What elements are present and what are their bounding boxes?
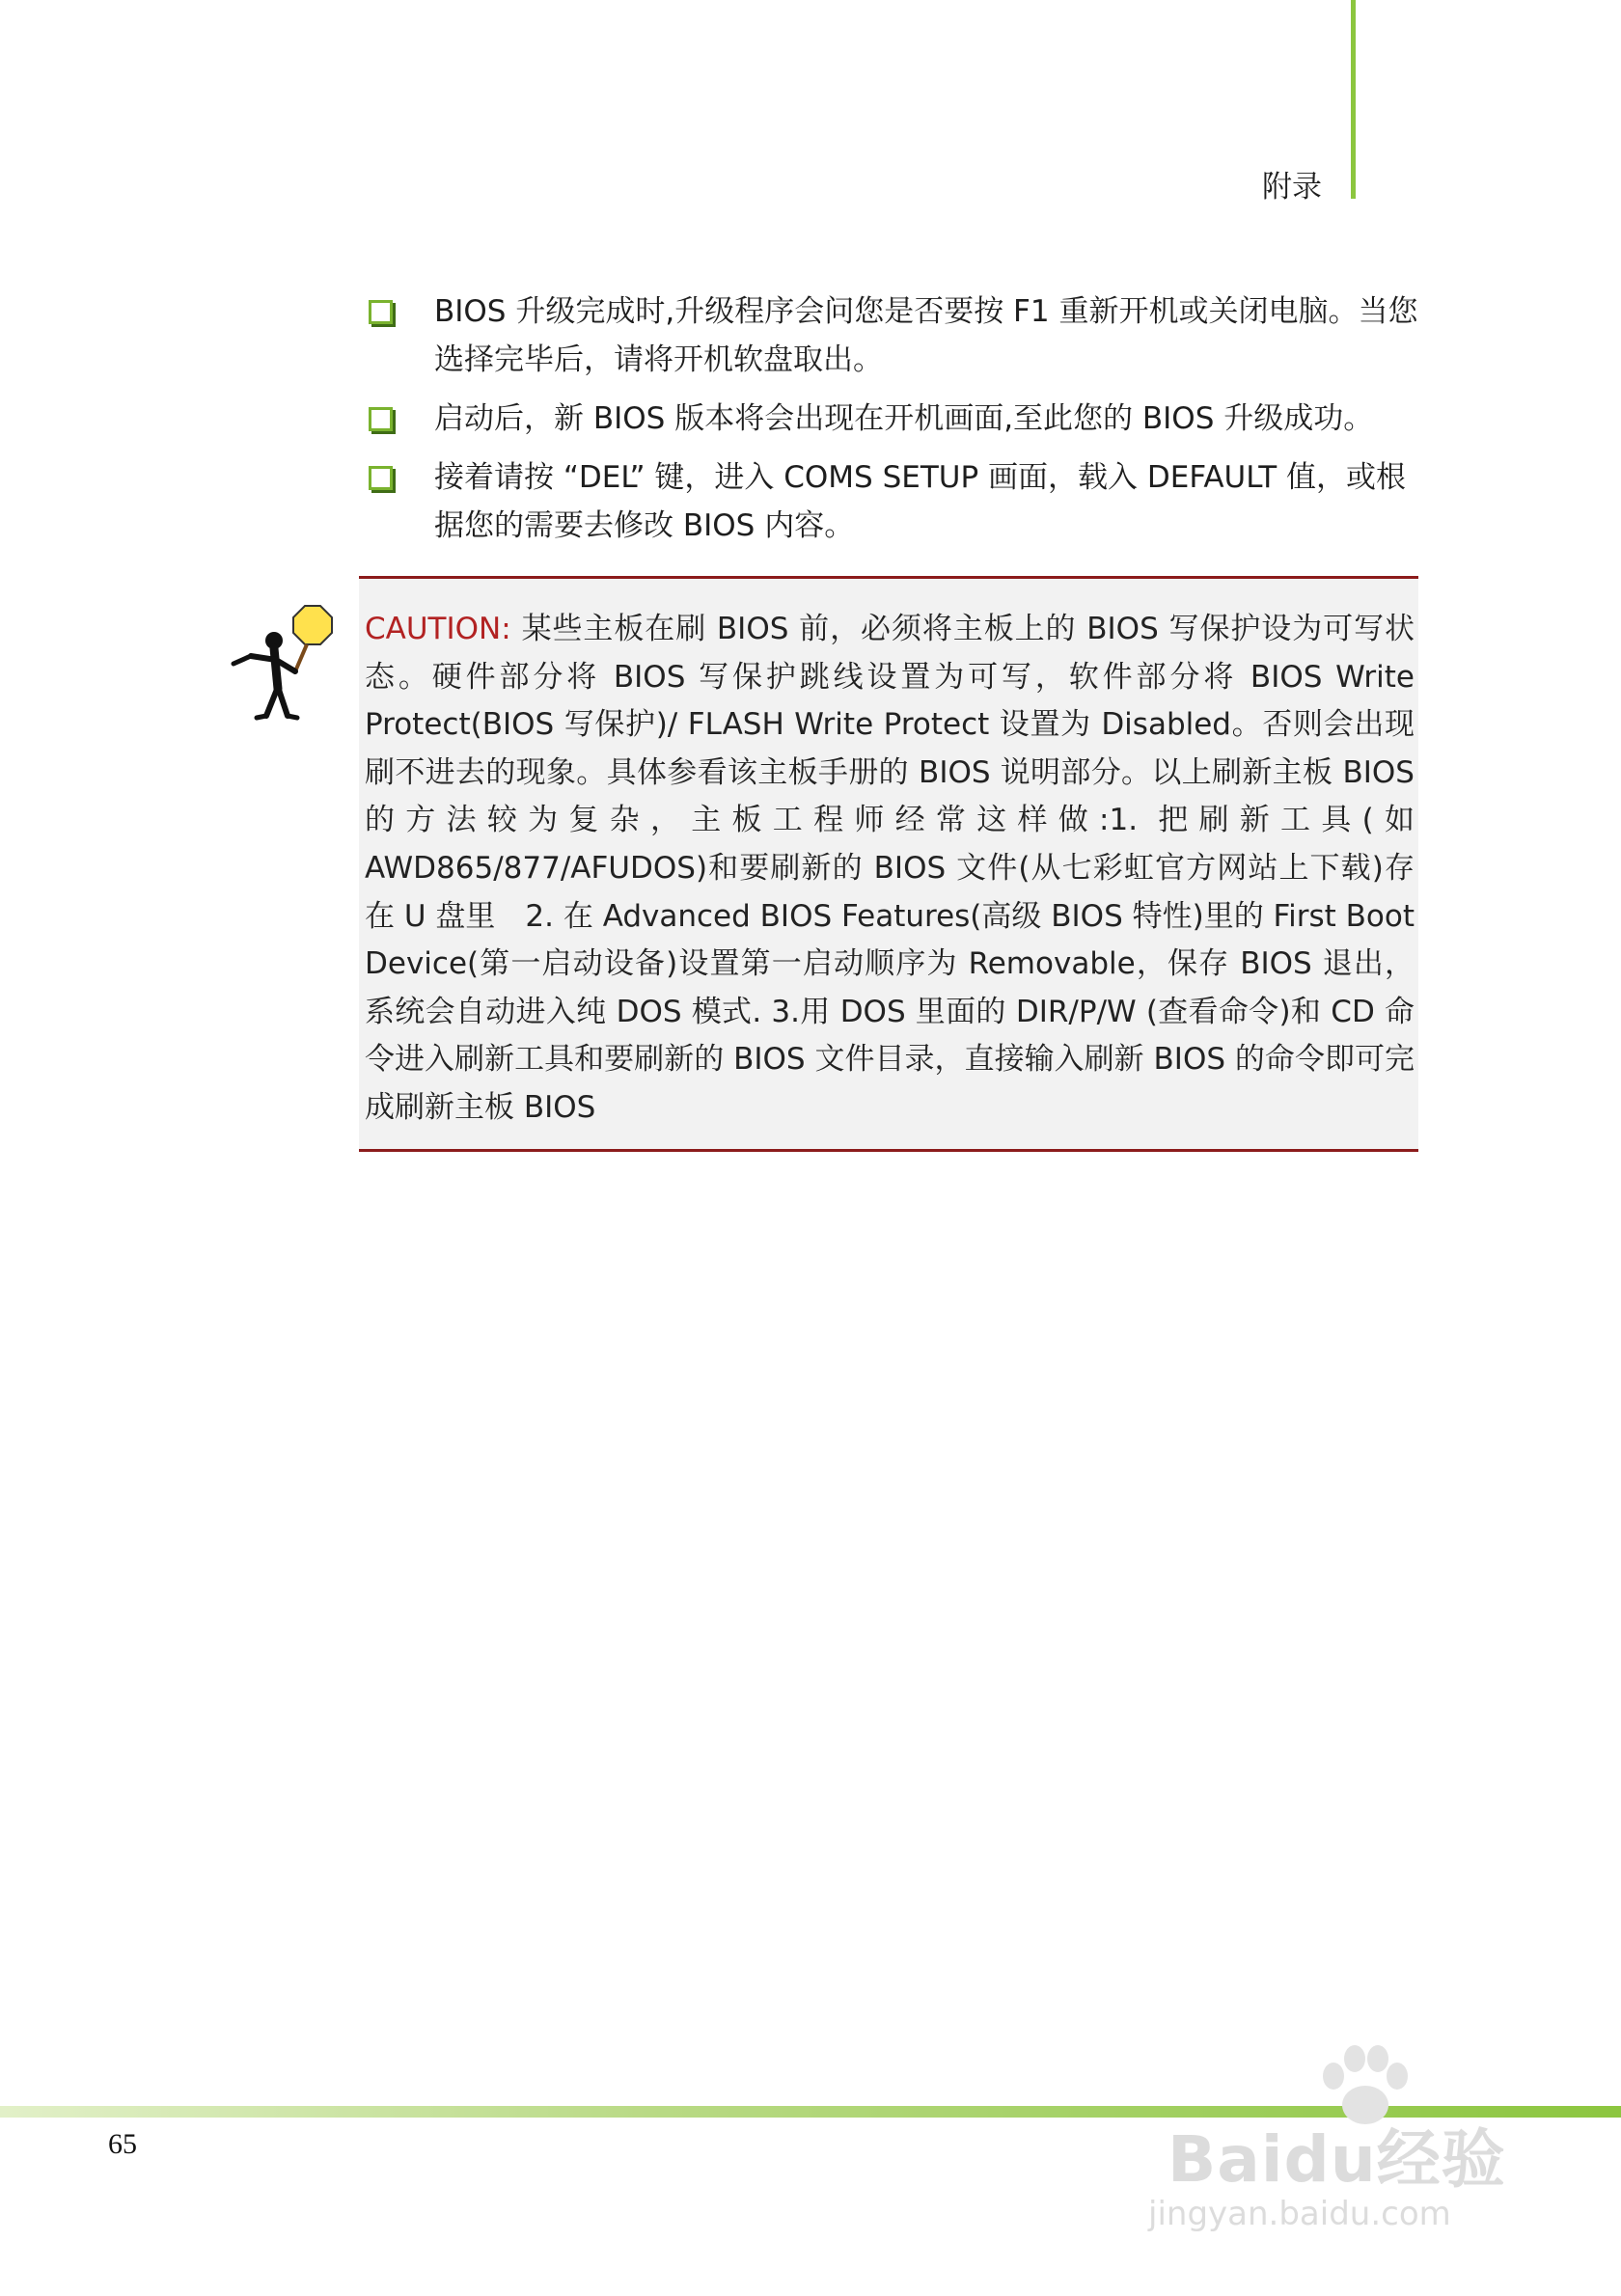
bullet-text: 启动后，新 BIOS 版本将会出现在开机画面,至此您的 BIOS 升级成功。 [434, 401, 1374, 436]
checkbox-bullet-icon [369, 300, 393, 324]
caution-paragraph [365, 606, 1415, 1133]
caution-label: CAUTION: [365, 612, 511, 646]
section-title: 附录 [1262, 170, 1322, 205]
watermark-logo-text: Baidu经验 [1168, 2122, 1506, 2197]
bullet-text: BIOS 升级完成时,升级程序会问您是否要按 F1 重新开机或关闭电脑。当您选择完毕后，请将开机软盘取出。 [434, 294, 1418, 377]
baidu-watermark [1139, 2026, 1582, 2248]
stop-sign-mascot-icon [228, 602, 363, 727]
header-vertical-rule [1351, 0, 1356, 199]
caution-box [359, 576, 1418, 1152]
checkbox-bullet-icon [369, 407, 393, 431]
list-item [363, 287, 1426, 384]
bullet-text: 接着请按 “DEL” 键，进入 COMS SETUP 画面，载入 DEFAULT 值，或根据您的需要去修改 BIOS 内容。 [434, 460, 1407, 543]
page-number: 65 [108, 2128, 137, 2160]
list-item [363, 453, 1426, 550]
checkbox-bullet-icon [369, 466, 393, 490]
list-item [363, 395, 1426, 443]
watermark-url: jingyan.baidu.com [1148, 2195, 1451, 2233]
caution-body: 某些主板在刷 BIOS 前，必须将主板上的 BIOS 写保护设为可写状态。硬件部分将 BIOS 写保护跳线设置为可写，软件部分将 BIOS Write Protect(BIOS 写保护)/ FLASH Write Protect 设置为 Disabled。否则会出现刷不进去的现象。具体参看该主板手册的 BIOS 说明部分。以上刷新主板 BIOS 的方法较为复杂，主板工程师经常这样做:1. 把刷新工具(如 AWD865/877/AFUDOS)和要刷新的 BIOS 文件(从七彩虹官方网站上下载)存在 U 盘里 2. 在 Advanced BIOS Features(高级 BIOS 特性)里的 First Boot Device(第一启动设备)设置第一启动顺序为 Removable，保存 BIOS 退出，系统会自动进入纯 DOS 模式. 3.用 DOS 里面的 DIR/P/W (查看命令)和 CD 命令进入刷新工具和要刷新的 BIOS 文件目录，直接输入刷新 BIOS 的命令即可完成刷新主板 BIOS [365, 612, 1415, 1125]
bullet-list [363, 287, 1426, 560]
